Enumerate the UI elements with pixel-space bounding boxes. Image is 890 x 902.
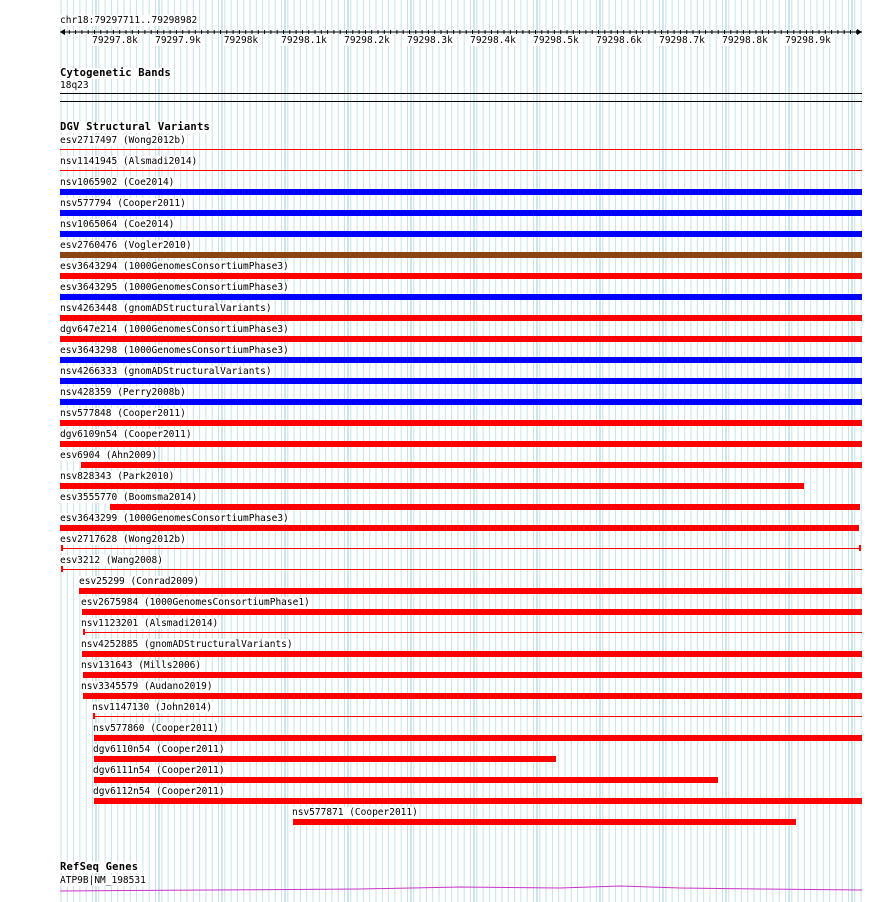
dgv-feature-bar[interactable] bbox=[82, 651, 862, 657]
cytoband-label: 18q23 bbox=[60, 80, 89, 91]
dgv-feature-bar[interactable] bbox=[61, 548, 861, 549]
ruler-tick-label: 79298k bbox=[223, 35, 259, 46]
ruler-tick-label: 79298.7k bbox=[659, 35, 705, 46]
dgv-feature-label: nsv577848 (Cooper2011) bbox=[60, 408, 186, 419]
dgv-feature-label: dgv6109n54 (Cooper2011) bbox=[60, 429, 192, 440]
dgv-feature-label: esv2760476 (Vogler2010) bbox=[60, 240, 192, 251]
dgv-feature-bar[interactable] bbox=[94, 756, 556, 762]
refseq-track-title: RefSeq Genes bbox=[60, 861, 139, 873]
ruler-tick-label: 79298.4k bbox=[470, 35, 516, 46]
dgv-feature-label: nsv131643 (Mills2006) bbox=[81, 660, 202, 671]
dgv-feature-bar[interactable] bbox=[60, 441, 862, 447]
dgv-feature-bar[interactable] bbox=[60, 149, 862, 150]
dgv-feature-label: nsv577860 (Cooper2011) bbox=[93, 723, 219, 734]
dgv-feature-label: nsv1123201 (Alsmadi2014) bbox=[81, 618, 219, 629]
dgv-feature-label: nsv1141945 (Alsmadi2014) bbox=[60, 156, 198, 167]
dgv-feature-bar[interactable] bbox=[60, 210, 862, 216]
dgv-feature-label: dgv6110n54 (Cooper2011) bbox=[93, 744, 225, 755]
dgv-feature-label: dgv6111n54 (Cooper2011) bbox=[93, 765, 225, 776]
dgv-feature-bar[interactable] bbox=[94, 777, 718, 783]
location-label: chr18:79297711..79298982 bbox=[60, 15, 198, 26]
dgv-feature-label: nsv1065902 (Coe2014) bbox=[60, 177, 175, 188]
dgv-feature-label: esv25299 (Conrad2009) bbox=[79, 576, 200, 587]
dgv-feature-bar[interactable] bbox=[79, 588, 862, 594]
dgv-feature-bar[interactable] bbox=[60, 357, 862, 363]
gene-label: ATP9B|NM_198531 bbox=[60, 875, 146, 886]
dgv-feature-bar[interactable] bbox=[60, 252, 862, 258]
dgv-feature-label: dgv6112n54 (Cooper2011) bbox=[93, 786, 225, 797]
ruler-right-arrow bbox=[857, 29, 862, 35]
dgv-feature-bar[interactable] bbox=[61, 569, 862, 570]
dgv-feature-label: esv6904 (Ahn2009) bbox=[60, 450, 158, 461]
dgv-feature-label: esv3555770 (Boomsma2014) bbox=[60, 492, 198, 503]
dgv-feature-bar[interactable] bbox=[83, 693, 862, 699]
dgv-feature-label: esv3212 (Wang2008) bbox=[60, 555, 163, 566]
dgv-feature-label: nsv4252885 (gnomADStructuralVariants) bbox=[81, 639, 293, 650]
dgv-feature-bar[interactable] bbox=[60, 189, 862, 195]
ruler-tick-label: 79298.2k bbox=[344, 35, 390, 46]
dgv-feature-label: esv2675984 (1000GenomesConsortiumPhase1) bbox=[81, 597, 310, 608]
dgv-feature-bar[interactable] bbox=[81, 462, 862, 468]
dgv-feature-label: nsv4263448 (gnomADStructuralVariants) bbox=[60, 303, 272, 314]
gene-model-atp9b[interactable] bbox=[60, 884, 862, 894]
dgv-feature-bar[interactable] bbox=[293, 819, 796, 825]
dgv-feature-label: nsv577871 (Cooper2011) bbox=[292, 807, 418, 818]
ruler-tick-label: 79298.1k bbox=[281, 35, 327, 46]
dgv-feature-bar[interactable] bbox=[60, 483, 804, 489]
ruler-tick-label: 79297.8k bbox=[92, 35, 138, 46]
dgv-feature-label: esv3643299 (1000GenomesConsortiumPhase3) bbox=[60, 513, 289, 524]
dgv-feature-bar[interactable] bbox=[60, 273, 862, 279]
dgv-feature-label: esv3643294 (1000GenomesConsortiumPhase3) bbox=[60, 261, 289, 272]
dgv-feature-label: nsv1065064 (Coe2014) bbox=[60, 219, 175, 230]
dgv-feature-bar[interactable] bbox=[60, 315, 862, 321]
dgv-feature-label: esv2717497 (Wong2012b) bbox=[60, 135, 186, 146]
dgv-feature-bar[interactable] bbox=[93, 716, 862, 717]
dgv-feature-label: nsv428359 (Perry2008b) bbox=[60, 387, 186, 398]
dgv-feature-label: esv3643295 (1000GenomesConsortiumPhase3) bbox=[60, 282, 289, 293]
dgv-feature-bar[interactable] bbox=[83, 672, 862, 678]
dgv-feature-bar[interactable] bbox=[60, 378, 862, 384]
dgv-feature-label: nsv828343 (Park2010) bbox=[60, 471, 175, 482]
ruler-tick-label: 79298.3k bbox=[407, 35, 453, 46]
dgv-feature-bar[interactable] bbox=[94, 735, 862, 741]
dgv-feature-bar[interactable] bbox=[60, 231, 862, 237]
dgv-feature-label: dgv647e214 (1000GenomesConsortiumPhase3) bbox=[60, 324, 289, 335]
dgv-feature-label: esv2717628 (Wong2012b) bbox=[60, 534, 186, 545]
dgv-feature-bar[interactable] bbox=[82, 609, 862, 615]
track-divider bbox=[60, 101, 862, 102]
dgv-feature-bar[interactable] bbox=[60, 420, 862, 426]
dgv-feature-label: nsv3345579 (Audano2019) bbox=[81, 681, 213, 692]
ruler-tick-label: 79298.5k bbox=[533, 35, 579, 46]
dgv-feature-label: nsv4266333 (gnomADStructuralVariants) bbox=[60, 366, 272, 377]
ruler-tick-label: 79297.9k bbox=[155, 35, 201, 46]
dgv-feature-label: nsv577794 (Cooper2011) bbox=[60, 198, 186, 209]
cytoband-track-title: Cytogenetic Bands bbox=[60, 67, 171, 79]
ruler-tick-label: 79298.8k bbox=[722, 35, 768, 46]
dgv-feature-bar[interactable] bbox=[60, 336, 862, 342]
ruler-tick-label: 79298.9k bbox=[785, 35, 831, 46]
dgv-feature-bar[interactable] bbox=[60, 525, 859, 531]
ruler-tick-label: 79298.6k bbox=[596, 35, 642, 46]
cytoband-ideogram-line[interactable] bbox=[60, 93, 862, 94]
dgv-feature-bar[interactable] bbox=[83, 632, 862, 633]
dgv-feature-label: nsv1147130 (John2014) bbox=[92, 702, 213, 713]
dgv-feature-label: esv3643298 (1000GenomesConsortiumPhase3) bbox=[60, 345, 289, 356]
dgv-feature-bar[interactable] bbox=[60, 294, 862, 300]
dgv-feature-bar[interactable] bbox=[94, 798, 862, 804]
dgv-feature-bar[interactable] bbox=[60, 170, 862, 171]
dgv-feature-bar[interactable] bbox=[110, 504, 860, 510]
dgv-feature-bar[interactable] bbox=[60, 399, 862, 405]
dgv-track-title: DGV Structural Variants bbox=[60, 121, 210, 133]
